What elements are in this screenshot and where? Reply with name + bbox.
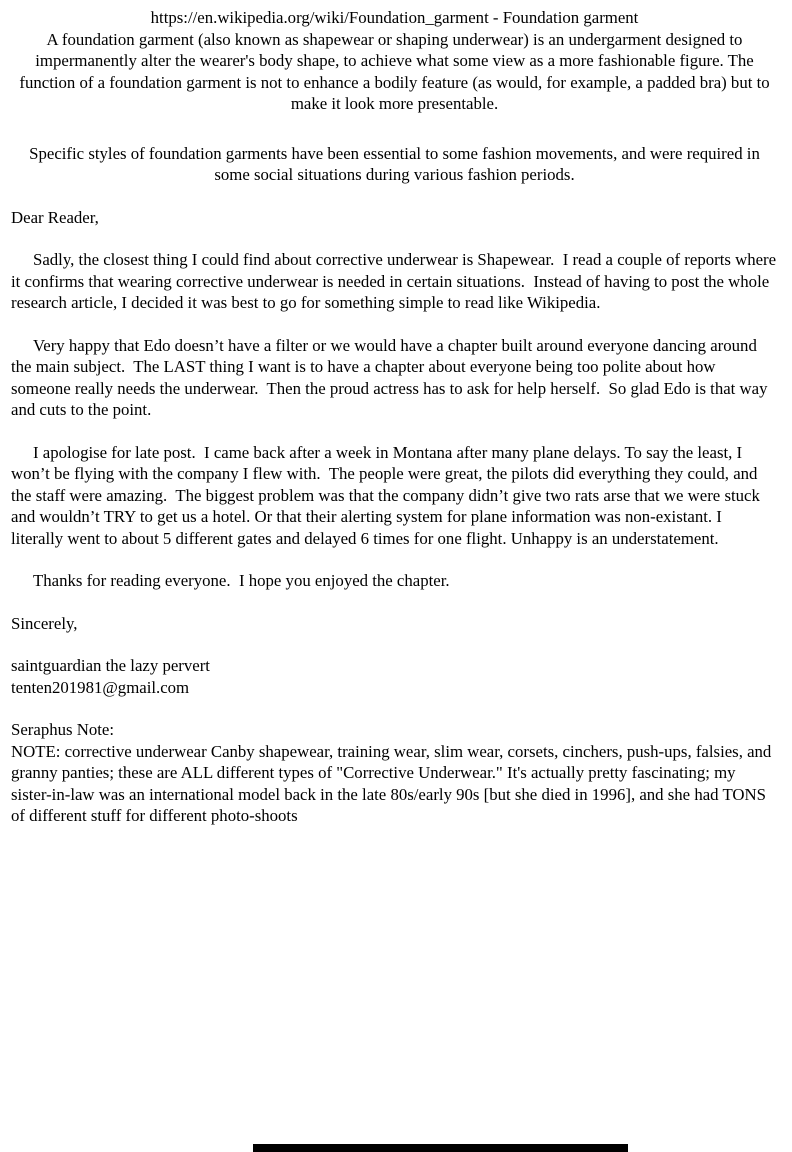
- signature-email: tenten201981@gmail.com: [11, 677, 190, 697]
- letter-paragraph-2: Very happy that Edo doesn’t have a filter or we would have a chapter built around everyone dancing around the main subject. The LAST thing I want is to have a chapter about everyone being too polite about how someone really needs the underwear. Then the proud actress has to ask for help herself. So glad Edo is that way and cuts to the point.: [11, 335, 772, 419]
- letter-salutation: Dear Reader,: [11, 207, 99, 227]
- taskbar-fragment-bar: [253, 1144, 628, 1152]
- signature-block: [11, 655, 778, 698]
- source-title-line: https://en.wikipedia.org/wiki/Foundation_garment - Foundation garment: [150, 8, 639, 27]
- note-heading: Seraphus Note:: [11, 720, 114, 739]
- letter-paragraph-3: I apologise for late post. I came back after a week in Montana after many plane delays. To say the least, I won’t be flying with the company I flew with. The people were great, the pilots did everything they could, and the staff were amazing. The biggest problem was that the company didn’t give two rats arse that we were stuck and wouldn’t TRY to get us a hotel. Or that their alerting system for plane information was non-existant. I literally went to about 5 different gates and delayed 6 times for one flight. Unhappy is an understatement.: [11, 442, 765, 548]
- seraphus-note-block: [11, 719, 778, 827]
- wikipedia-excerpt-1: A foundation garment (also known as shapewear or shaping underwear) is an undergarment designed to impermanently alter the wearer's body shape, to achieve what some view as a more fashionable figure. The function of a foundation garment is not to enhance a bodily feature (as would, for example, a padded bra) but to make it look more presentable.: [19, 29, 774, 113]
- letter-paragraph-1: Sadly, the closest thing I could find about corrective underwear is Shapewear. I read a couple of reports where it confirms that wearing corrective underwear is needed in certain situations. Instead of having to post the whole research article, I decided it was best to go for something simple to read like Wikipedia.: [11, 250, 781, 312]
- letter-thanks-line: Thanks for reading everyone. I hope you enjoyed the chapter.: [33, 571, 450, 590]
- letter-closing: Sincerely,: [11, 613, 78, 633]
- wikipedia-excerpt-2: Specific styles of foundation garments have been essential to some fashion movements, and were required in some social situations during various fashion periods.: [29, 143, 765, 184]
- note-body: NOTE: corrective underwear Canby shapewear, training wear, slim wear, corsets, cinchers, push-ups, falsies, and granny panties; these are ALL different types of "Corrective Underwear." It's actually pretty fascinating; my sister-in-law was an international model back in the late 80s/early 90s [but she died in 1996], and she had TONS of different stuff for different photo-shoots: [11, 741, 776, 825]
- signature-name: saintguardian the lazy pervert: [11, 656, 210, 675]
